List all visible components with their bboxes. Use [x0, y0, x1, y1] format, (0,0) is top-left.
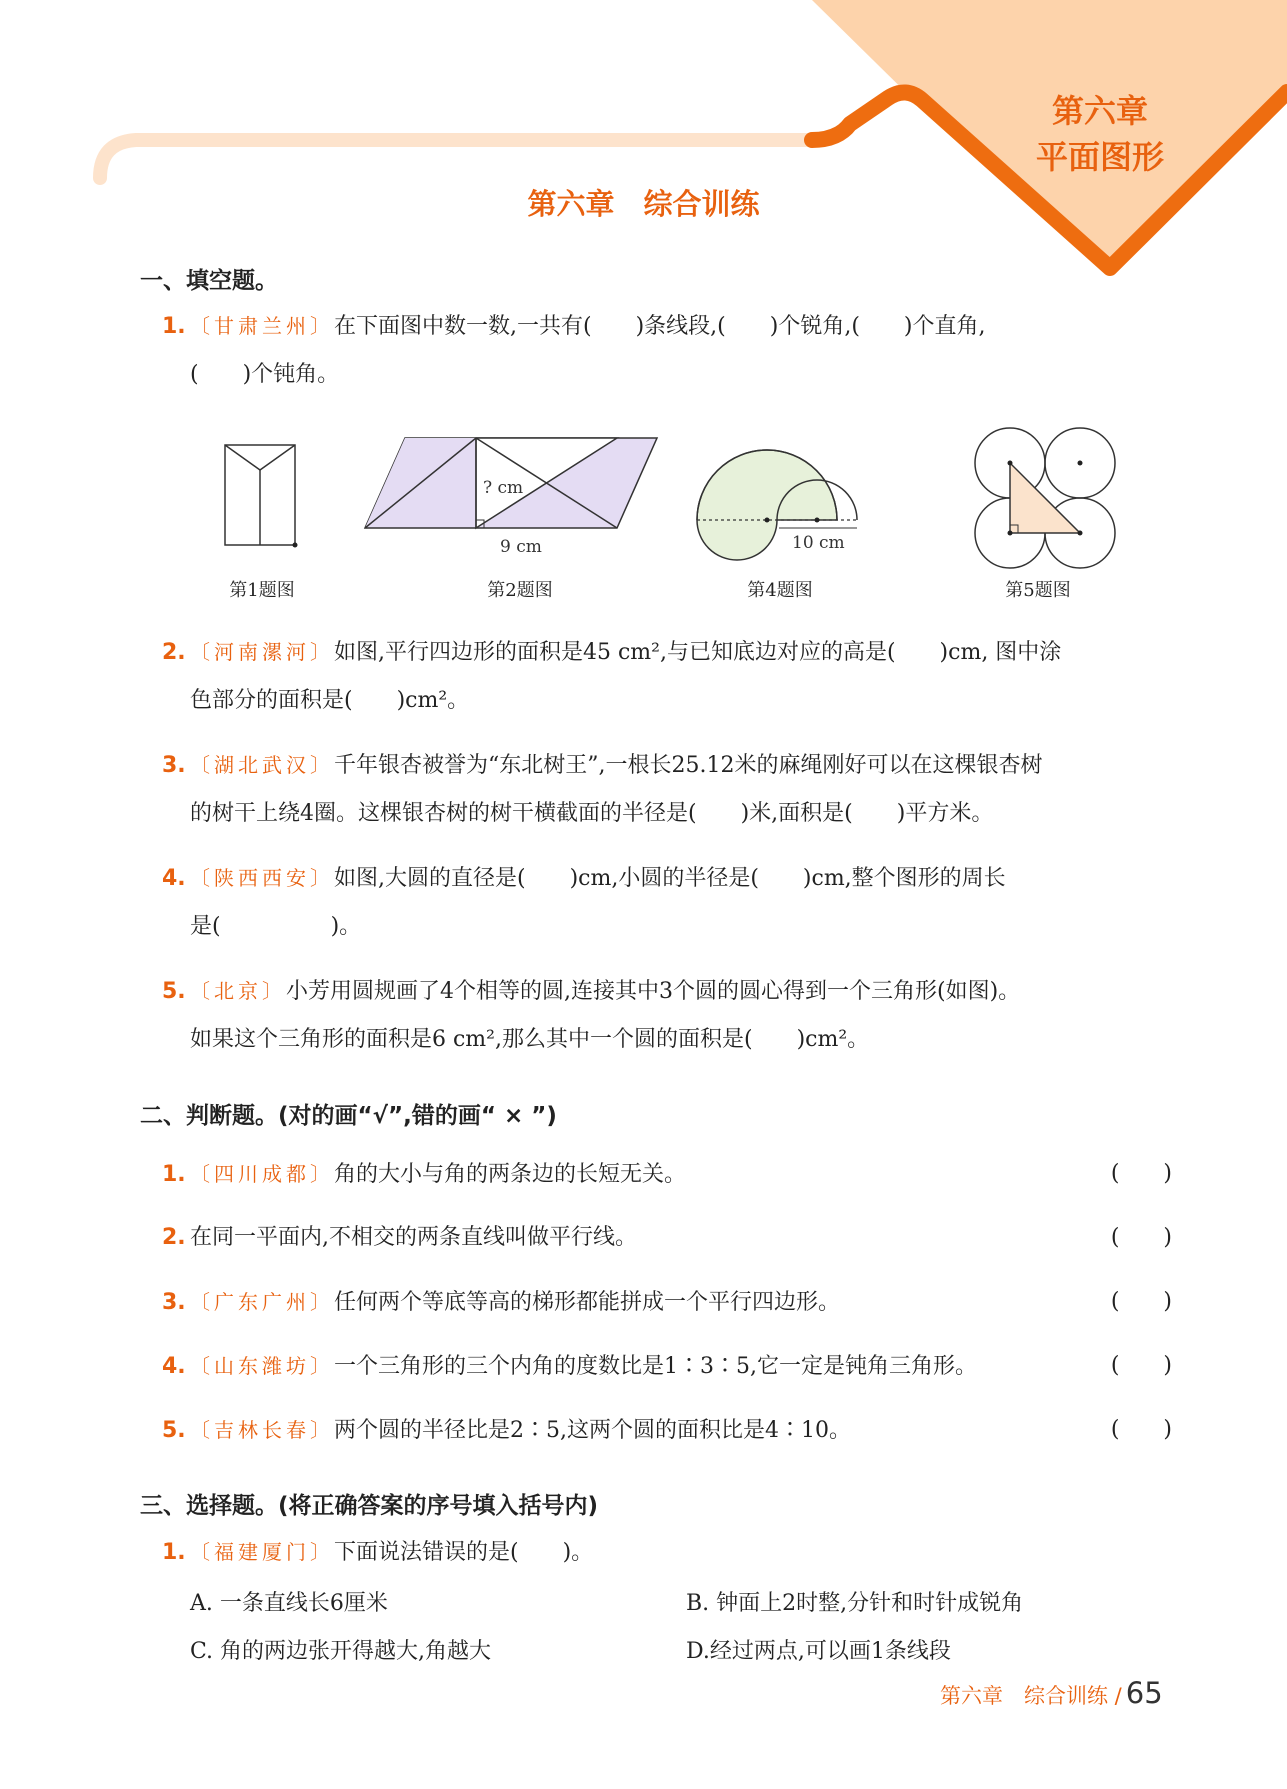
judge-question-5: [162, 1410, 1172, 1451]
question-number: 1.: [162, 314, 186, 339]
question-text: 如图,平行四边形的面积是45 cm²,与已知底边对应的高是( )cm, 图中涂: [334, 640, 1062, 665]
question-source-tag: 〔吉林长春〕: [190, 1418, 334, 1442]
judge-question-1: [162, 1154, 1172, 1195]
question-source-tag: 〔北京〕: [190, 979, 286, 1003]
fill-question-4: [162, 854, 1172, 951]
fill-question-5: [162, 967, 1172, 1064]
question-number: 3.: [162, 1290, 186, 1315]
figure-5-four-circles: [975, 428, 1115, 568]
question-text: 在下面图中数一数,一共有( )条线段,( )个锐角,( )个直角,: [334, 314, 986, 339]
chapter-number: 第六章: [1051, 92, 1148, 130]
question-number: 4.: [162, 866, 186, 891]
figure-1: [225, 445, 298, 548]
choice-option-a[interactable]: A. 一条直线长6厘米: [190, 1591, 388, 1616]
judge-question-2: [162, 1218, 1172, 1258]
judge-question-4: [162, 1346, 1172, 1387]
question-text: 小芳用圆规画了4个相等的圆,连接其中3个圆的圆心得到一个三角形(如图)。: [286, 979, 1021, 1004]
question-text: 任何两个等底等高的梯形都能拼成一个平行四边形。: [334, 1290, 841, 1315]
choice-option-c[interactable]: C. 角的两边张开得越大,角越大: [190, 1639, 492, 1664]
figures-row: [180, 410, 1140, 590]
figure-2-base-label: 9 cm: [500, 537, 542, 557]
question-text: 两个圆的半径比是2∶5,这两个圆的面积比是4∶10。: [334, 1418, 851, 1443]
page-title: 第六章 综合训练: [527, 187, 760, 221]
answer-blank[interactable]: ( ): [1110, 1289, 1172, 1314]
figure-2-parallelogram: [365, 438, 657, 557]
question-text-continued: 色部分的面积是( )cm²。: [190, 688, 470, 713]
page-number: 65: [1125, 1676, 1163, 1710]
choice-option-d[interactable]: D.经过两点,可以画1条线段: [686, 1639, 951, 1664]
section-heading-fill: 一、填空题。: [140, 268, 278, 294]
figure-4-caption: 第4题图: [747, 580, 813, 601]
question-number: 2.: [162, 1225, 186, 1250]
question-source-tag: 〔河南漯河〕: [190, 640, 334, 664]
question-source-tag: 〔广东广州〕: [190, 1290, 334, 1314]
figure-2-height-label: ? cm: [483, 478, 524, 498]
question-text: 在同一平面内,不相交的两条直线叫做平行线。: [190, 1225, 637, 1250]
fill-question-2: [162, 628, 1172, 725]
figure-5-caption: 第5题图: [1005, 580, 1071, 601]
question-number: 5.: [162, 1418, 186, 1443]
chapter-name: 平面图形: [1035, 138, 1164, 176]
question-number: 3.: [162, 753, 186, 778]
figure-4-circles: [697, 450, 857, 560]
footer-chapter-label: 第六章 综合训练 /: [940, 1684, 1122, 1708]
question-number: 5.: [162, 979, 186, 1004]
question-number: 4.: [162, 1354, 186, 1379]
question-text: 下面说法错误的是( )。: [334, 1540, 594, 1565]
section-heading-choice: 三、选择题。(将正确答案的序号填入括号内): [140, 1493, 599, 1519]
question-text: 千年银杏被誉为“东北树王”,一根长25.12米的麻绳刚好可以在这棵银杏树: [334, 753, 1043, 778]
judge-question-3: [162, 1282, 1172, 1323]
question-source-tag: 〔陕西西安〕: [190, 866, 334, 890]
answer-blank[interactable]: ( ): [1110, 1225, 1172, 1250]
question-text-continued: 是( )。: [190, 914, 362, 939]
figure-4-label: 10 cm: [792, 533, 845, 553]
question-number: 1.: [162, 1540, 186, 1565]
question-number: 1.: [162, 1162, 186, 1187]
question-number: 2.: [162, 640, 186, 665]
fill-question-1: [162, 302, 1172, 399]
page-footer: [940, 1676, 1200, 1710]
chapter-corner-label: [1010, 88, 1190, 180]
question-text-continued: 的树干上绕4圈。这棵银杏树的树干横截面的半径是( )米,面积是( )平方米。: [190, 801, 994, 826]
choice-question-1: [162, 1532, 1172, 1573]
section-heading-judge: 二、判断题。(对的画“√”,错的画“ × ”): [140, 1103, 557, 1129]
fill-question-3: [162, 741, 1172, 838]
answer-blank[interactable]: ( ): [1110, 1353, 1172, 1378]
question-source-tag: 〔湖北武汉〕: [190, 753, 334, 777]
question-text: 一个三角形的三个内角的度数比是1∶3∶5,它一定是钝角三角形。: [334, 1354, 977, 1379]
figure-2-caption: 第2题图: [487, 580, 553, 601]
question-source-tag: 〔四川成都〕: [190, 1162, 334, 1186]
question-text-continued: ( )个钝角。: [190, 362, 340, 387]
answer-blank[interactable]: ( ): [1110, 1417, 1172, 1442]
figure-1-caption: 第1题图: [229, 580, 295, 601]
question-text-continued: 如果这个三角形的面积是6 cm²,那么其中一个圆的面积是( )cm²。: [190, 1027, 870, 1052]
question-source-tag: 〔甘肃兰州〕: [190, 314, 334, 338]
question-text: 角的大小与角的两条边的长短无关。: [334, 1162, 687, 1187]
question-source-tag: 〔山东潍坊〕: [190, 1354, 334, 1378]
question-text: 如图,大圆的直径是( )cm,小圆的半径是( )cm,整个图形的周长: [334, 866, 1006, 891]
question-source-tag: 〔福建厦门〕: [190, 1540, 334, 1564]
choice-option-b[interactable]: B. 钟面上2时整,分针和时针成锐角: [686, 1591, 1024, 1616]
answer-blank[interactable]: ( ): [1110, 1161, 1172, 1186]
